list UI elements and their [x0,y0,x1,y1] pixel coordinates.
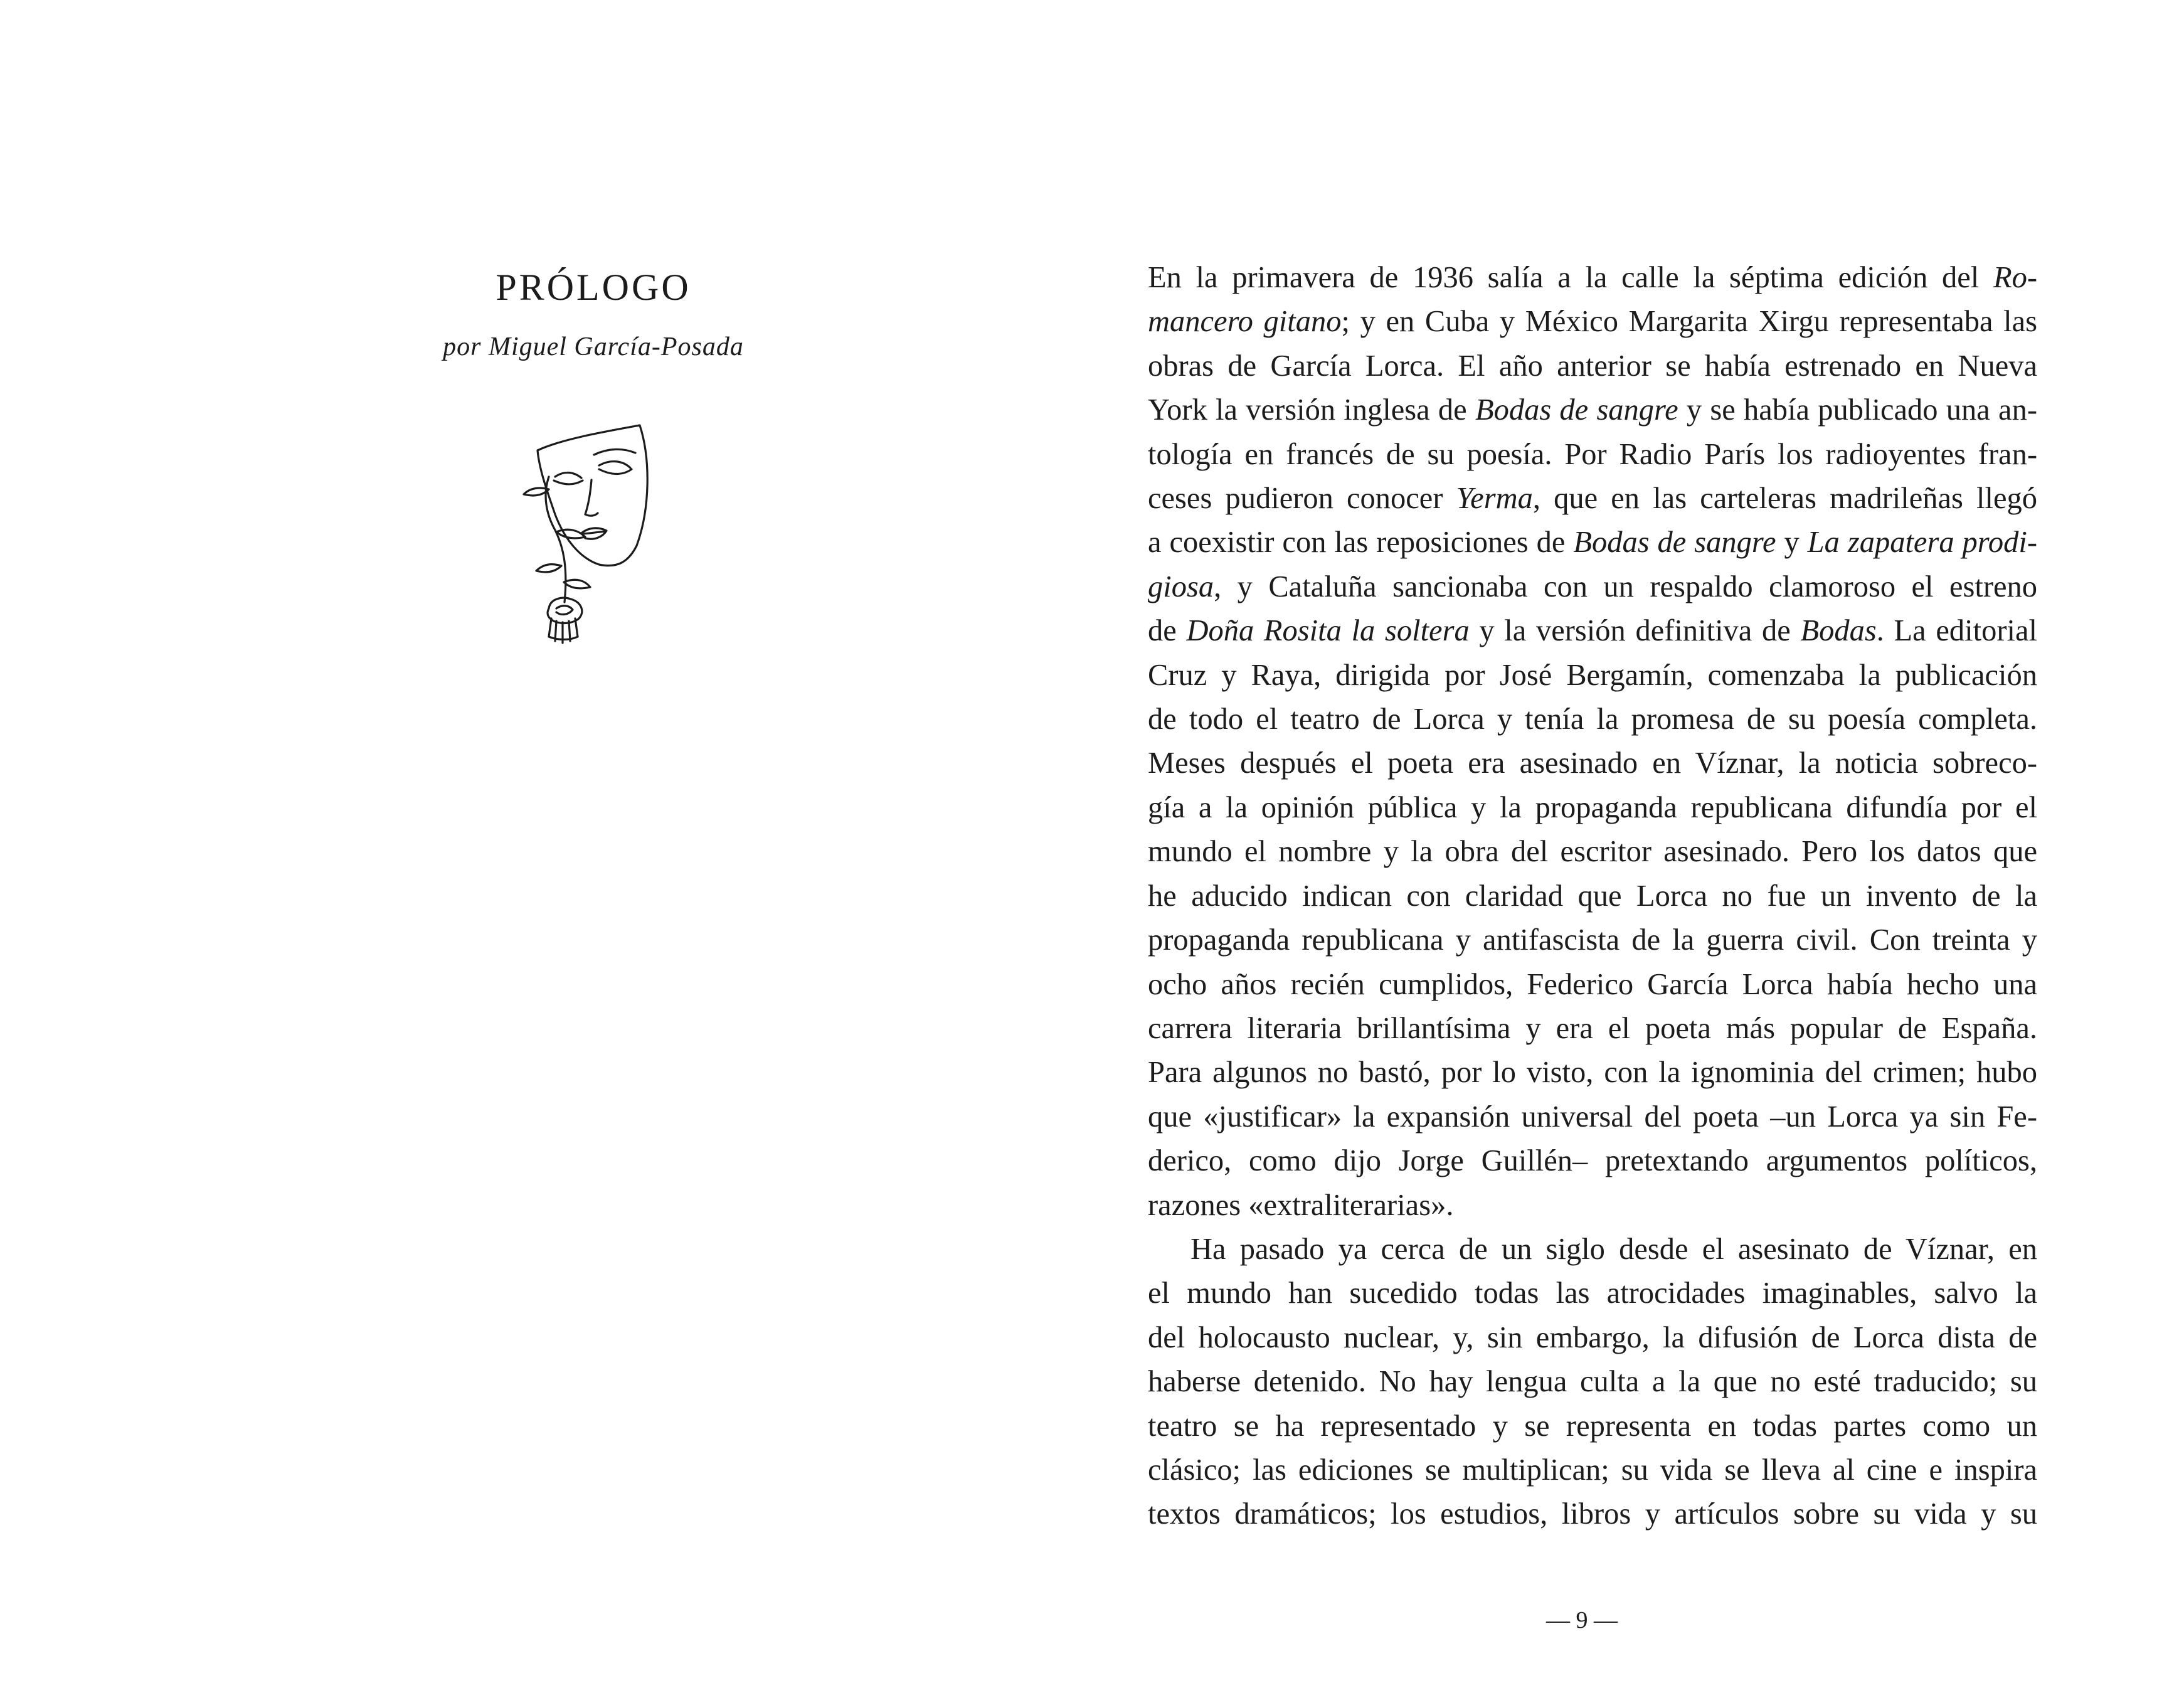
text-line: gía a la opinión pública y la propaganda republicana difundía por el [1148,790,2037,824]
italic-title: La zapatera prodi- [1807,526,2037,560]
chapter-author: por Miguel García-Posada [443,332,744,361]
text-line: York la versión inglesa de Bodas de sangre y se había publicado una an- [1148,393,2037,427]
text-line: ceses pudieron conocer Yerma, que en las carteleras madrileñas llegó [1148,482,2037,516]
text-line: carrera literaria brillantísima y era el poeta más popular de España. [1148,1011,2037,1045]
text-line: mancero gitano; y en Cuba y México Margarita Xirgu representaba las [1148,305,2038,339]
text-line: obras de García Lorca. El año anterior se había estrenado en Nueva [1148,349,2037,383]
italic-title: giosa [1148,570,1214,603]
paragraph-1 [1148,256,2037,1228]
italic-title: Bodas de sangre [1573,526,1776,560]
text-line: he aducido indican con claridad que Lorca no fue un invento de la [1148,879,2037,913]
italic-title: mancero gitano [1148,305,1342,339]
page-number: — 9 — [1546,1607,1618,1633]
italic-title: Bodas [1800,614,1877,648]
italic-title: Doña Rosita la soltera [1186,614,1470,648]
paragraph-2 [1148,1228,2037,1537]
text-line: clásico; las ediciones se multiplican; su vida se lleva al cine e inspira [1148,1453,2037,1487]
chapter-title: PRÓLOGO [496,267,691,308]
text-line: tología en francés de su poesía. Por Radio París los radioyentes fran- [1148,437,2037,471]
text-line: a coexistir con las reposiciones de Bodas de sangre y La zapatera prodi- [1148,526,2037,560]
prologue-body-text [1148,256,2037,1537]
text-line: En la primavera de 1936 salía a la calle la séptima edición del Ro- [1148,261,2037,294]
italic-title: Ro- [1993,261,2037,294]
mask-with-rose-drawing [511,420,655,652]
text-line: Cruz y Raya, dirigida por José Bergamín, comenzaba la publicación [1148,658,2037,692]
text-line: Ha pasado ya cerca de un siglo desde el asesinato de Víznar, en [1190,1232,2037,1266]
italic-title: Bodas de sangre [1475,393,1678,427]
text-line: derico, como dijo Jorge Guillén– pretextando argumentos políticos, [1148,1144,2037,1178]
text-line: propaganda republicana y antifascista de la guerra civil. Con treinta y [1148,923,2037,957]
text-line: el mundo han sucedido todas las atrocidades imaginables, salvo la [1148,1277,2037,1310]
text-line: que «justificar» la expansión universal del poeta –un Lorca ya sin Fe- [1148,1100,2037,1133]
text-line: teatro se ha representado y se representa en todas partes como un [1148,1409,2037,1443]
text-line: de Doña Rosita la soltera y la versión definitiva de Bodas. La editorial [1148,614,2037,648]
text-line: razones «extraliterarias». [1148,1188,1454,1222]
text-line: giosa, y Cataluña sancionaba con un respaldo clamoroso el estreno [1148,570,2037,603]
text-line: textos dramáticos; los estudios, libros y artículos sobre su vida y su [1148,1497,2037,1531]
mask-right-eye [599,462,630,468]
text-line: haberse detenido. No hay lengua culta a la que no esté traducido; su [1148,1365,2037,1399]
mask-nose [585,480,598,516]
text-line: del holocausto nuclear, y, sin embargo, la difusión de Lorca dista de [1148,1320,2037,1354]
mask-outline [538,425,647,566]
text-line: ocho años recién cumplidos, Federico García Lorca había hecho una [1148,967,2037,1001]
text-line: Meses después el poeta era asesinado en Víznar, la noticia sobreco- [1148,746,2037,780]
text-line: de todo el teatro de Lorca y tenía la promesa de su poesía completa. [1148,703,2037,736]
italic-title: Yerma [1456,482,1533,516]
text-line: mundo el nombre y la obra del escritor asesinado. Pero los datos que [1148,835,2037,869]
text-line: Para algunos no bastó, por lo visto, con la ignominia del crimen; hubo [1148,1056,2037,1090]
mask-left-eye [555,472,581,478]
